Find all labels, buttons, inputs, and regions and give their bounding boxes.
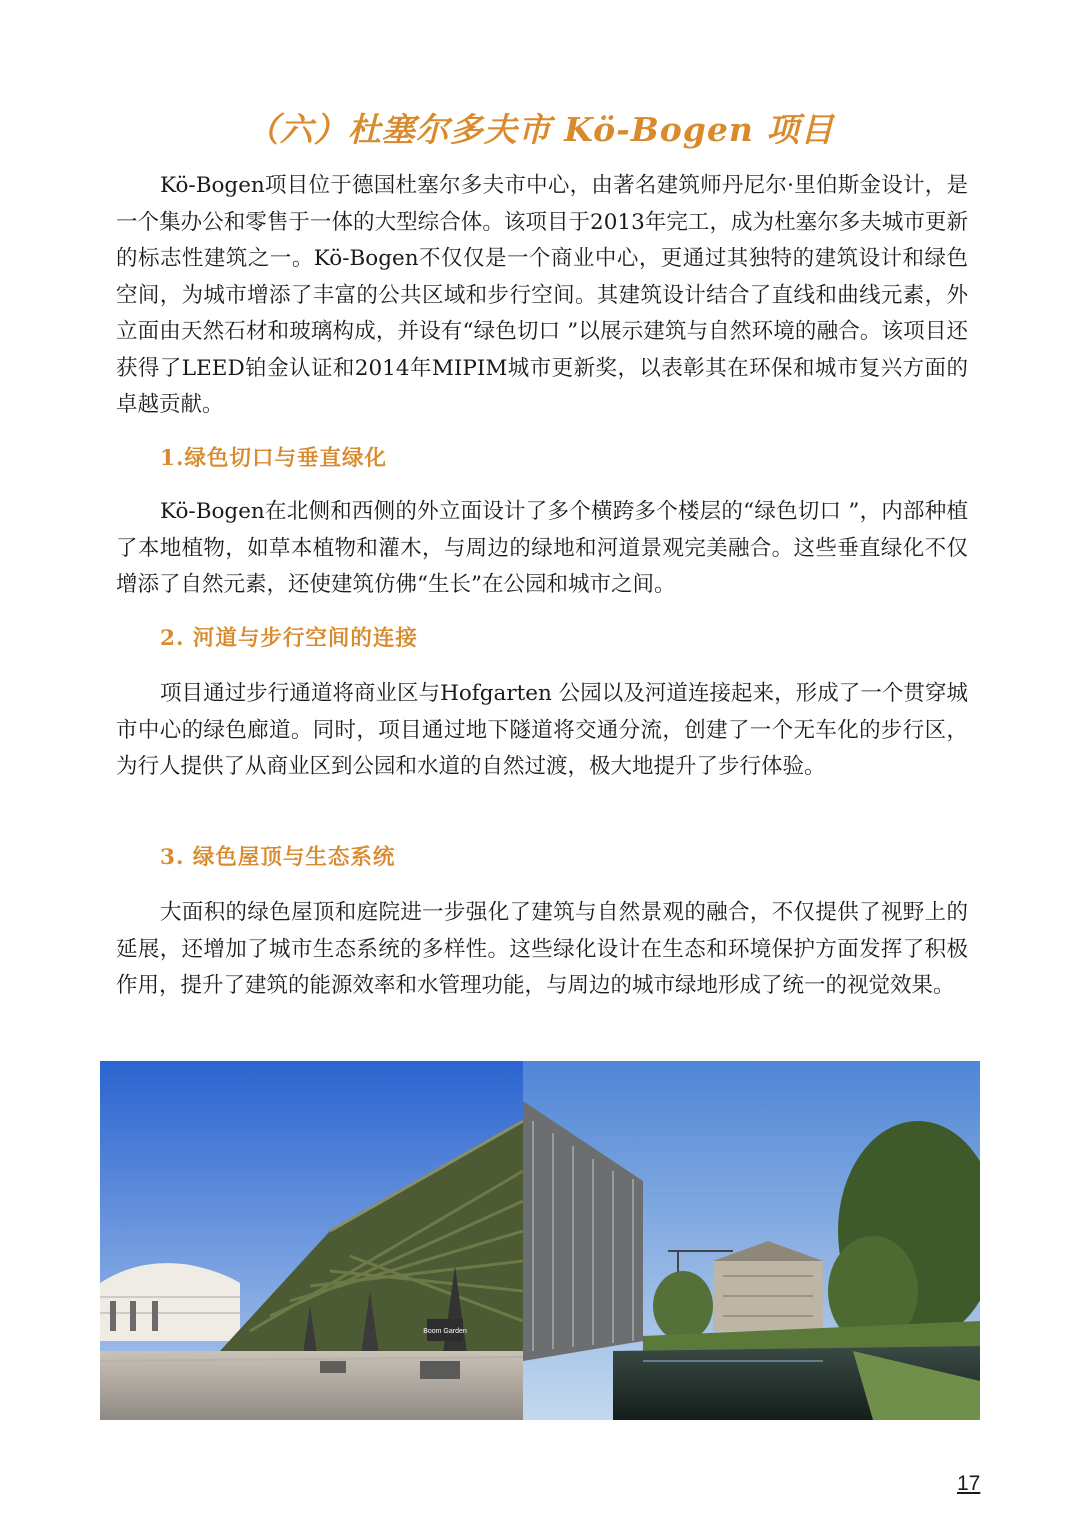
canal-image (523, 1061, 980, 1420)
green-facade-image (100, 1061, 523, 1420)
section-body-3: 大面积的绿色屋顶和庭院进一步强化了建筑与自然景观的融合，不仅提供了视野上的延展，还增加了城市生态系统的多样性。这些绿化设计在生态和环境保护方面发挥了积极作用，提升了建筑的能源效率和水管理功能，与周边的城市绿地形成了统一的视觉效果。 (116, 900, 968, 998)
section-heading-2: 2. 河道与步行空间的连接 (160, 626, 418, 651)
intro-paragraph: Kö-Bogen项目位于德国杜塞尔多夫市中心，由著名建筑师丹尼尔·里伯斯金设计，是一个集办公和零售于一体的大型综合体。该项目于2013年完工，成为杜塞尔多夫城市更新的标志性建筑之一。Kö-Bogen不仅仅是一个商业中心，更通过其独特的建筑设计和绿色空间，为城市增添了丰富的公共区域和步行空间。其建筑设计结合了直线和曲线元素，外立面由天然石材和玻璃构成，并设有“绿色切口 ”以展示建筑与自然环境的融合。该项目还获得了LEED铂金认证和2014年MIPIM城市更新奖，以表彰其在环保和城市复兴方面的卓越贡献。 (116, 173, 968, 417)
section-body-1: Kö-Bogen在北侧和西侧的外立面设计了多个横跨多个楼层的“绿色切口 ”，内部种植了本地植物，如草本植物和灌木，与周边的绿地和河道景观完美融合。这些垂直绿化不仅增添了自然元素，还使建筑仿佛“生长”在公园和城市之间。 (116, 499, 968, 597)
section-body-2: 项目通过步行通道将商业区与Hofgarten 公园以及河道连接起来，形成了一个贯穿城市中心的绿色廊道。同时，项目通过地下隧道将交通分流，创建了一个无车化的步行区，为行人提供了从商业区到公园和水道的自然过渡，极大地提升了步行体验。 (116, 681, 968, 779)
page-number: 17 (957, 1472, 981, 1495)
green-facade-photo (100, 1061, 523, 1420)
photo-row (100, 1061, 980, 1420)
canal-photo (523, 1061, 980, 1420)
sign-text: Boom Garden (423, 1328, 467, 1335)
section-heading-1: 1.绿色切口与垂直绿化 (160, 446, 387, 471)
page-title: （六）杜塞尔多夫市 Kö-Bogen 项目 (245, 110, 835, 149)
section-heading-3: 3. 绿色屋顶与生态系统 (160, 845, 396, 870)
